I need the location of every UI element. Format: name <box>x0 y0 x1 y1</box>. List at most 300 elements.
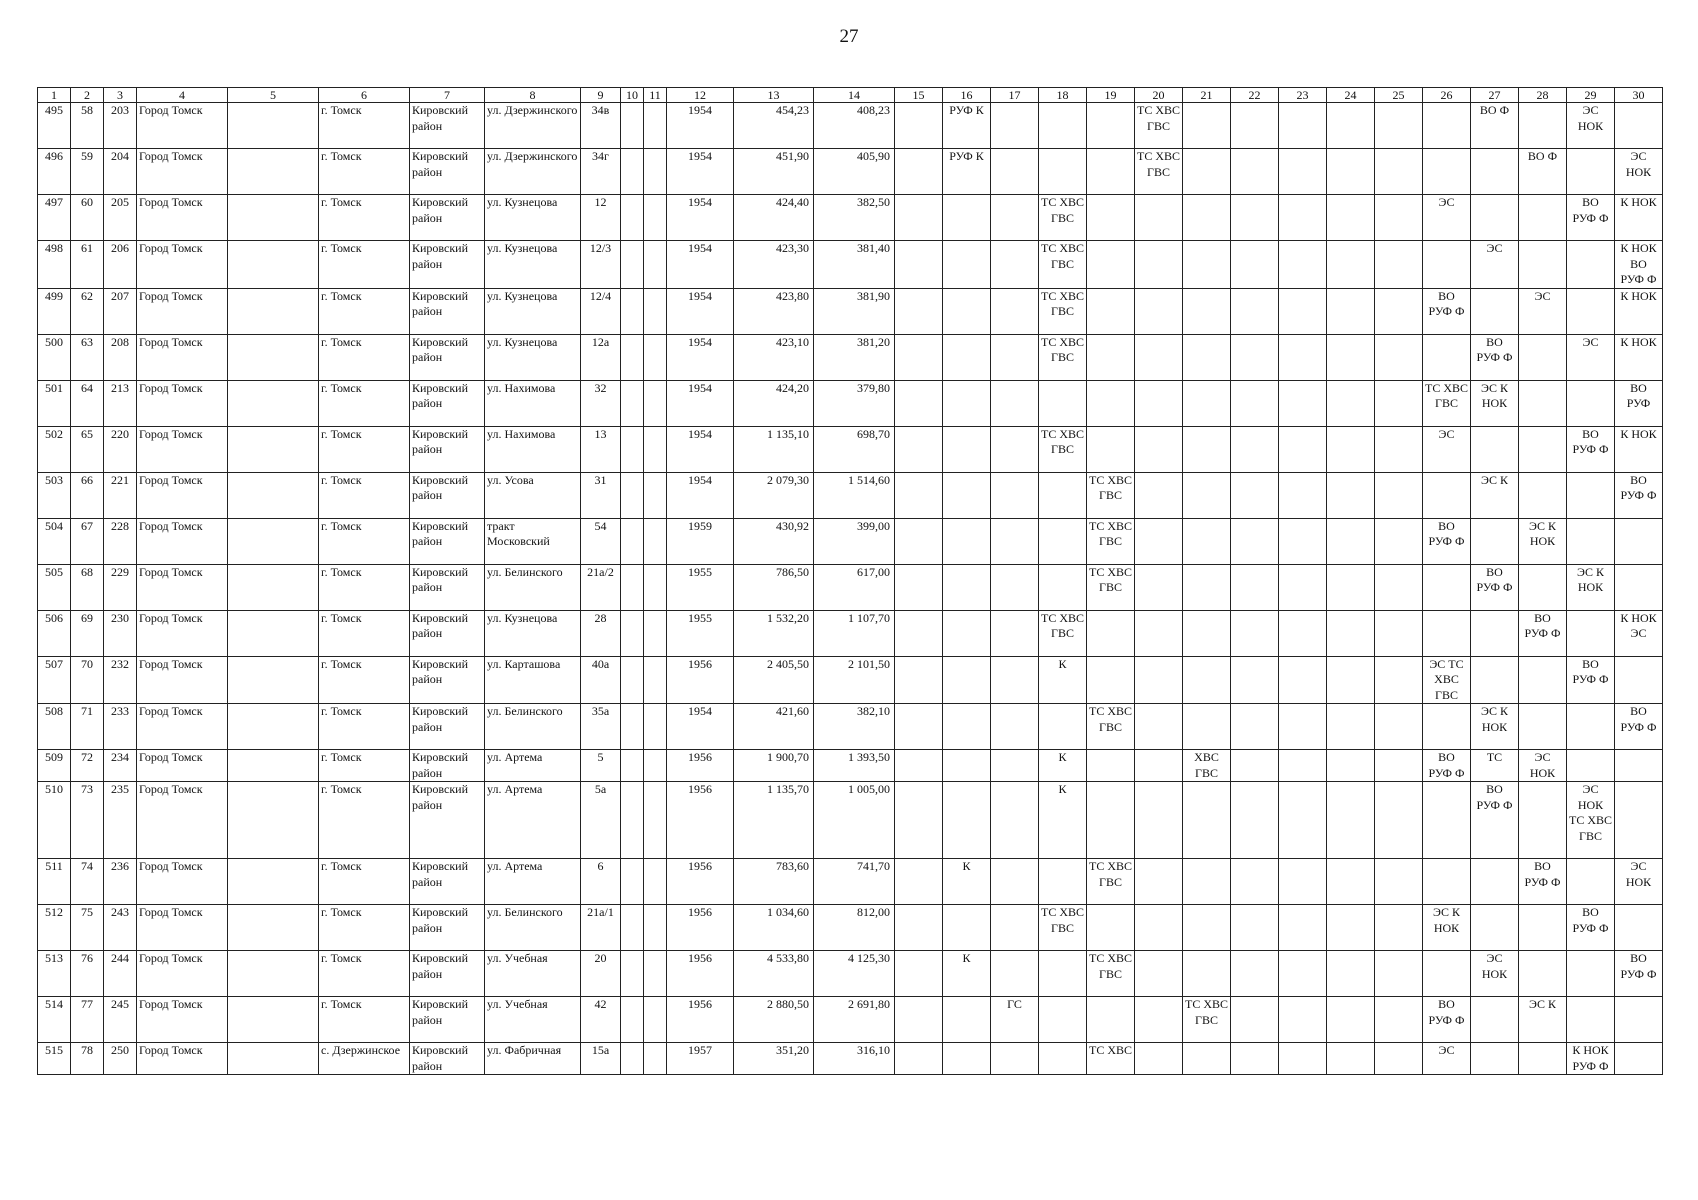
cell-col-25 <box>1375 103 1423 149</box>
cell-col-19 <box>1087 380 1135 426</box>
cell-col-18 <box>1039 704 1087 750</box>
cell-col-10 <box>621 1043 644 1075</box>
cell-col-7: Кировский район <box>410 426 485 472</box>
cell-col-11 <box>644 380 667 426</box>
cell-col-15 <box>895 782 943 859</box>
cell-col-1: 506 <box>38 610 71 656</box>
column-header-6: 6 <box>319 88 410 103</box>
cell-col-8: ул. Белинского <box>485 905 581 951</box>
cell-col-13: 2 079,30 <box>734 472 814 518</box>
cell-col-11 <box>644 564 667 610</box>
cell-col-14: 1 005,00 <box>814 782 895 859</box>
cell-col-27: ЭС К <box>1471 472 1519 518</box>
cell-col-3: 244 <box>104 951 137 997</box>
cell-col-4: Город Томск <box>137 241 228 289</box>
cell-col-20 <box>1135 656 1183 704</box>
cell-col-14: 2 691,80 <box>814 997 895 1043</box>
cell-col-28 <box>1519 103 1567 149</box>
column-header-15: 15 <box>895 88 943 103</box>
cell-col-21 <box>1183 610 1231 656</box>
cell-col-3: 230 <box>104 610 137 656</box>
cell-col-6: г. Томск <box>319 610 410 656</box>
cell-col-20 <box>1135 518 1183 564</box>
cell-col-11 <box>644 656 667 704</box>
cell-col-17 <box>991 656 1039 704</box>
cell-col-25 <box>1375 859 1423 905</box>
cell-col-23 <box>1279 782 1327 859</box>
cell-col-24 <box>1327 704 1375 750</box>
cell-col-9: 5 <box>581 750 621 782</box>
column-header-7: 7 <box>410 88 485 103</box>
cell-col-30 <box>1615 564 1663 610</box>
cell-col-13: 454,23 <box>734 103 814 149</box>
cell-col-17 <box>991 380 1039 426</box>
cell-col-12: 1956 <box>667 750 734 782</box>
cell-col-12: 1954 <box>667 704 734 750</box>
cell-col-17 <box>991 149 1039 195</box>
cell-col-11 <box>644 905 667 951</box>
cell-col-10 <box>621 750 644 782</box>
cell-col-20 <box>1135 782 1183 859</box>
cell-col-14: 2 101,50 <box>814 656 895 704</box>
cell-col-20 <box>1135 288 1183 334</box>
cell-col-18 <box>1039 103 1087 149</box>
cell-col-28 <box>1519 195 1567 241</box>
cell-col-16 <box>943 472 991 518</box>
cell-col-15 <box>895 859 943 905</box>
cell-col-12: 1956 <box>667 997 734 1043</box>
cell-col-25 <box>1375 472 1423 518</box>
table-row <box>38 951 1663 997</box>
cell-col-1: 497 <box>38 195 71 241</box>
cell-col-10 <box>621 149 644 195</box>
column-header-11: 11 <box>644 88 667 103</box>
cell-col-19 <box>1087 782 1135 859</box>
cell-col-13: 786,50 <box>734 564 814 610</box>
cell-col-1: 500 <box>38 334 71 380</box>
cell-col-30 <box>1615 750 1663 782</box>
cell-col-9: 21а/2 <box>581 564 621 610</box>
cell-col-5 <box>228 149 319 195</box>
cell-col-18: ТС ХВС ГВС <box>1039 334 1087 380</box>
cell-col-25 <box>1375 656 1423 704</box>
cell-col-25 <box>1375 905 1423 951</box>
cell-col-12: 1956 <box>667 951 734 997</box>
table-row <box>38 564 1663 610</box>
cell-col-15 <box>895 195 943 241</box>
cell-col-6: г. Томск <box>319 241 410 289</box>
cell-col-8: ул. Усова <box>485 472 581 518</box>
cell-col-24 <box>1327 859 1375 905</box>
cell-col-8: тракт Московский <box>485 518 581 564</box>
cell-col-15 <box>895 750 943 782</box>
cell-col-30: ЭС НОК <box>1615 859 1663 905</box>
cell-col-17 <box>991 103 1039 149</box>
cell-col-26 <box>1423 704 1471 750</box>
cell-col-24 <box>1327 610 1375 656</box>
cell-col-4: Город Томск <box>137 951 228 997</box>
cell-col-23 <box>1279 1043 1327 1075</box>
cell-col-3: 243 <box>104 905 137 951</box>
cell-col-13: 424,40 <box>734 195 814 241</box>
cell-col-16: РУФ К <box>943 149 991 195</box>
cell-col-23 <box>1279 951 1327 997</box>
column-header-21: 21 <box>1183 88 1231 103</box>
cell-col-19: ТС ХВС ГВС <box>1087 859 1135 905</box>
cell-col-28: ЭС <box>1519 288 1567 334</box>
cell-col-17 <box>991 782 1039 859</box>
table-row <box>38 1043 1663 1075</box>
cell-col-16 <box>943 1043 991 1075</box>
cell-col-9: 6 <box>581 859 621 905</box>
cell-col-10 <box>621 426 644 472</box>
cell-col-25 <box>1375 610 1423 656</box>
cell-col-7: Кировский район <box>410 704 485 750</box>
cell-col-13: 421,60 <box>734 704 814 750</box>
cell-col-17 <box>991 241 1039 289</box>
cell-col-18: ТС ХВС ГВС <box>1039 426 1087 472</box>
cell-col-28 <box>1519 472 1567 518</box>
cell-col-1: 507 <box>38 656 71 704</box>
cell-col-9: 5а <box>581 782 621 859</box>
cell-col-3: 208 <box>104 334 137 380</box>
cell-col-16 <box>943 782 991 859</box>
cell-col-24 <box>1327 656 1375 704</box>
cell-col-30: ВО РУФ <box>1615 380 1663 426</box>
cell-col-12: 1959 <box>667 518 734 564</box>
cell-col-20: ТС ХВС ГВС <box>1135 149 1183 195</box>
cell-col-23 <box>1279 241 1327 289</box>
cell-col-25 <box>1375 241 1423 289</box>
cell-col-13: 423,10 <box>734 334 814 380</box>
cell-col-16 <box>943 564 991 610</box>
cell-col-9: 21а/1 <box>581 905 621 951</box>
cell-col-4: Город Томск <box>137 564 228 610</box>
cell-col-5 <box>228 380 319 426</box>
cell-col-20 <box>1135 472 1183 518</box>
cell-col-12: 1955 <box>667 564 734 610</box>
cell-col-14: 408,23 <box>814 103 895 149</box>
cell-col-26 <box>1423 241 1471 289</box>
cell-col-1: 515 <box>38 1043 71 1075</box>
cell-col-29: ЭС <box>1567 334 1615 380</box>
cell-col-24 <box>1327 951 1375 997</box>
cell-col-4: Город Томск <box>137 704 228 750</box>
cell-col-9: 12/4 <box>581 288 621 334</box>
cell-col-12: 1956 <box>667 656 734 704</box>
cell-col-13: 4 533,80 <box>734 951 814 997</box>
column-header-13: 13 <box>734 88 814 103</box>
cell-col-15 <box>895 656 943 704</box>
cell-col-21 <box>1183 288 1231 334</box>
table-row <box>38 750 1663 782</box>
table-row <box>38 103 1663 149</box>
cell-col-23 <box>1279 103 1327 149</box>
cell-col-7: Кировский район <box>410 859 485 905</box>
cell-col-16 <box>943 195 991 241</box>
cell-col-7: Кировский район <box>410 288 485 334</box>
cell-col-21 <box>1183 518 1231 564</box>
cell-col-19: ТС ХВС ГВС <box>1087 472 1135 518</box>
cell-col-13: 423,80 <box>734 288 814 334</box>
cell-col-11 <box>644 951 667 997</box>
cell-col-16: РУФ К <box>943 103 991 149</box>
cell-col-5 <box>228 241 319 289</box>
cell-col-12: 1957 <box>667 1043 734 1075</box>
cell-col-4: Город Томск <box>137 195 228 241</box>
cell-col-25 <box>1375 997 1423 1043</box>
cell-col-13: 2 880,50 <box>734 997 814 1043</box>
cell-col-30: К НОК <box>1615 334 1663 380</box>
cell-col-15 <box>895 951 943 997</box>
cell-col-17 <box>991 334 1039 380</box>
cell-col-28 <box>1519 564 1567 610</box>
cell-col-9: 34г <box>581 149 621 195</box>
cell-col-20: ТС ХВС ГВС <box>1135 103 1183 149</box>
column-number-header-row <box>38 88 1663 103</box>
cell-col-12: 1954 <box>667 103 734 149</box>
cell-col-6: г. Томск <box>319 564 410 610</box>
cell-col-22 <box>1231 997 1279 1043</box>
cell-col-22 <box>1231 149 1279 195</box>
cell-col-27: ЭС К НОК <box>1471 380 1519 426</box>
cell-col-6: г. Томск <box>319 103 410 149</box>
cell-col-5 <box>228 905 319 951</box>
cell-col-29 <box>1567 380 1615 426</box>
cell-col-6: г. Томск <box>319 472 410 518</box>
cell-col-23 <box>1279 859 1327 905</box>
cell-col-30 <box>1615 905 1663 951</box>
cell-col-8: ул. Кузнецова <box>485 610 581 656</box>
cell-col-17 <box>991 518 1039 564</box>
cell-col-2: 75 <box>71 905 104 951</box>
cell-col-10 <box>621 241 644 289</box>
cell-col-29: К НОК РУФ Ф <box>1567 1043 1615 1075</box>
cell-col-20 <box>1135 1043 1183 1075</box>
cell-col-4: Город Томск <box>137 1043 228 1075</box>
cell-col-7: Кировский район <box>410 782 485 859</box>
cell-col-22 <box>1231 426 1279 472</box>
cell-col-19 <box>1087 288 1135 334</box>
cell-col-9: 15а <box>581 1043 621 1075</box>
cell-col-6: г. Томск <box>319 750 410 782</box>
cell-col-2: 73 <box>71 782 104 859</box>
cell-col-14: 381,90 <box>814 288 895 334</box>
cell-col-30 <box>1615 1043 1663 1075</box>
cell-col-6: г. Томск <box>319 426 410 472</box>
cell-col-25 <box>1375 334 1423 380</box>
cell-col-29 <box>1567 472 1615 518</box>
cell-col-29 <box>1567 149 1615 195</box>
cell-col-16 <box>943 997 991 1043</box>
cell-col-29 <box>1567 518 1615 564</box>
cell-col-23 <box>1279 334 1327 380</box>
cell-col-5 <box>228 1043 319 1075</box>
column-header-1: 1 <box>38 88 71 103</box>
cell-col-7: Кировский район <box>410 241 485 289</box>
cell-col-29 <box>1567 288 1615 334</box>
cell-col-6: г. Томск <box>319 656 410 704</box>
cell-col-4: Город Томск <box>137 782 228 859</box>
cell-col-23 <box>1279 610 1327 656</box>
column-header-28: 28 <box>1519 88 1567 103</box>
cell-col-5 <box>228 951 319 997</box>
column-header-30: 30 <box>1615 88 1663 103</box>
cell-col-25 <box>1375 704 1423 750</box>
cell-col-22 <box>1231 288 1279 334</box>
column-header-26: 26 <box>1423 88 1471 103</box>
cell-col-2: 77 <box>71 997 104 1043</box>
cell-col-18: ТС ХВС ГВС <box>1039 195 1087 241</box>
cell-col-27 <box>1471 610 1519 656</box>
cell-col-17 <box>991 288 1039 334</box>
cell-col-20 <box>1135 750 1183 782</box>
cell-col-4: Город Томск <box>137 472 228 518</box>
cell-col-11 <box>644 859 667 905</box>
cell-col-10 <box>621 704 644 750</box>
cell-col-1: 498 <box>38 241 71 289</box>
cell-col-14: 382,10 <box>814 704 895 750</box>
cell-col-9: 12а <box>581 334 621 380</box>
cell-col-28: ЭС К <box>1519 997 1567 1043</box>
cell-col-9: 13 <box>581 426 621 472</box>
cell-col-6: г. Томск <box>319 997 410 1043</box>
cell-col-22 <box>1231 750 1279 782</box>
cell-col-4: Город Томск <box>137 288 228 334</box>
column-header-20: 20 <box>1135 88 1183 103</box>
cell-col-15 <box>895 149 943 195</box>
cell-col-18 <box>1039 859 1087 905</box>
cell-col-20 <box>1135 997 1183 1043</box>
cell-col-22 <box>1231 610 1279 656</box>
cell-col-4: Город Томск <box>137 750 228 782</box>
cell-col-7: Кировский район <box>410 997 485 1043</box>
cell-col-18: ТС ХВС ГВС <box>1039 241 1087 289</box>
cell-col-28: ВО РУФ Ф <box>1519 859 1567 905</box>
cell-col-28 <box>1519 426 1567 472</box>
cell-col-2: 71 <box>71 704 104 750</box>
table-row <box>38 241 1663 289</box>
cell-col-12: 1954 <box>667 149 734 195</box>
cell-col-2: 59 <box>71 149 104 195</box>
cell-col-10 <box>621 905 644 951</box>
cell-col-3: 207 <box>104 288 137 334</box>
cell-col-8: ул. Кузнецова <box>485 241 581 289</box>
cell-col-18: ТС ХВС ГВС <box>1039 905 1087 951</box>
cell-col-10 <box>621 951 644 997</box>
cell-col-7: Кировский район <box>410 380 485 426</box>
cell-col-13: 1 900,70 <box>734 750 814 782</box>
cell-col-23 <box>1279 905 1327 951</box>
cell-col-21 <box>1183 334 1231 380</box>
column-header-4: 4 <box>137 88 228 103</box>
cell-col-8: ул. Нахимова <box>485 380 581 426</box>
cell-col-6: с. Дзержинское <box>319 1043 410 1075</box>
column-header-27: 27 <box>1471 88 1519 103</box>
cell-col-14: 381,40 <box>814 241 895 289</box>
column-header-25: 25 <box>1375 88 1423 103</box>
cell-col-4: Город Томск <box>137 997 228 1043</box>
cell-col-26 <box>1423 951 1471 997</box>
cell-col-8: ул. Дзержинского <box>485 149 581 195</box>
cell-col-14: 698,70 <box>814 426 895 472</box>
cell-col-15 <box>895 380 943 426</box>
cell-col-17 <box>991 1043 1039 1075</box>
cell-col-25 <box>1375 288 1423 334</box>
table-row <box>38 195 1663 241</box>
cell-col-17 <box>991 472 1039 518</box>
column-header-16: 16 <box>943 88 991 103</box>
cell-col-1: 510 <box>38 782 71 859</box>
cell-col-26: ЭС <box>1423 426 1471 472</box>
cell-col-6: г. Томск <box>319 149 410 195</box>
cell-col-30: ЭС НОК <box>1615 149 1663 195</box>
cell-col-18: К <box>1039 782 1087 859</box>
cell-col-15 <box>895 997 943 1043</box>
cell-col-1: 505 <box>38 564 71 610</box>
cell-col-5 <box>228 195 319 241</box>
cell-col-25 <box>1375 380 1423 426</box>
cell-col-2: 65 <box>71 426 104 472</box>
cell-col-29: ВО РУФ Ф <box>1567 656 1615 704</box>
cell-col-19 <box>1087 426 1135 472</box>
cell-col-28 <box>1519 1043 1567 1075</box>
cell-col-8: ул. Артема <box>485 782 581 859</box>
cell-col-6: г. Томск <box>319 905 410 951</box>
cell-col-20 <box>1135 426 1183 472</box>
cell-col-30: ВО РУФ Ф <box>1615 704 1663 750</box>
cell-col-1: 513 <box>38 951 71 997</box>
housing-registry-table <box>37 87 1663 1075</box>
cell-col-2: 64 <box>71 380 104 426</box>
cell-col-27: ВО РУФ Ф <box>1471 564 1519 610</box>
table-row <box>38 426 1663 472</box>
cell-col-21 <box>1183 472 1231 518</box>
cell-col-27 <box>1471 288 1519 334</box>
cell-col-24 <box>1327 195 1375 241</box>
cell-col-27: ВО РУФ Ф <box>1471 334 1519 380</box>
cell-col-24 <box>1327 564 1375 610</box>
cell-col-30 <box>1615 518 1663 564</box>
cell-col-14: 812,00 <box>814 905 895 951</box>
cell-col-9: 35а <box>581 704 621 750</box>
cell-col-15 <box>895 1043 943 1075</box>
cell-col-1: 508 <box>38 704 71 750</box>
cell-col-21 <box>1183 656 1231 704</box>
cell-col-18 <box>1039 149 1087 195</box>
cell-col-10 <box>621 380 644 426</box>
cell-col-30: К НОК <box>1615 426 1663 472</box>
cell-col-4: Город Томск <box>137 656 228 704</box>
cell-col-14: 1 107,70 <box>814 610 895 656</box>
cell-col-18: ТС ХВС ГВС <box>1039 288 1087 334</box>
cell-col-28 <box>1519 905 1567 951</box>
cell-col-5 <box>228 472 319 518</box>
cell-col-22 <box>1231 518 1279 564</box>
cell-col-22 <box>1231 656 1279 704</box>
cell-col-27: ЭС НОК <box>1471 951 1519 997</box>
cell-col-7: Кировский район <box>410 472 485 518</box>
cell-col-30: ВО РУФ Ф <box>1615 951 1663 997</box>
cell-col-25 <box>1375 149 1423 195</box>
cell-col-13: 423,30 <box>734 241 814 289</box>
cell-col-29: ЭС К НОК <box>1567 564 1615 610</box>
table-row <box>38 149 1663 195</box>
cell-col-15 <box>895 334 943 380</box>
cell-col-9: 54 <box>581 518 621 564</box>
cell-col-21 <box>1183 149 1231 195</box>
cell-col-24 <box>1327 103 1375 149</box>
